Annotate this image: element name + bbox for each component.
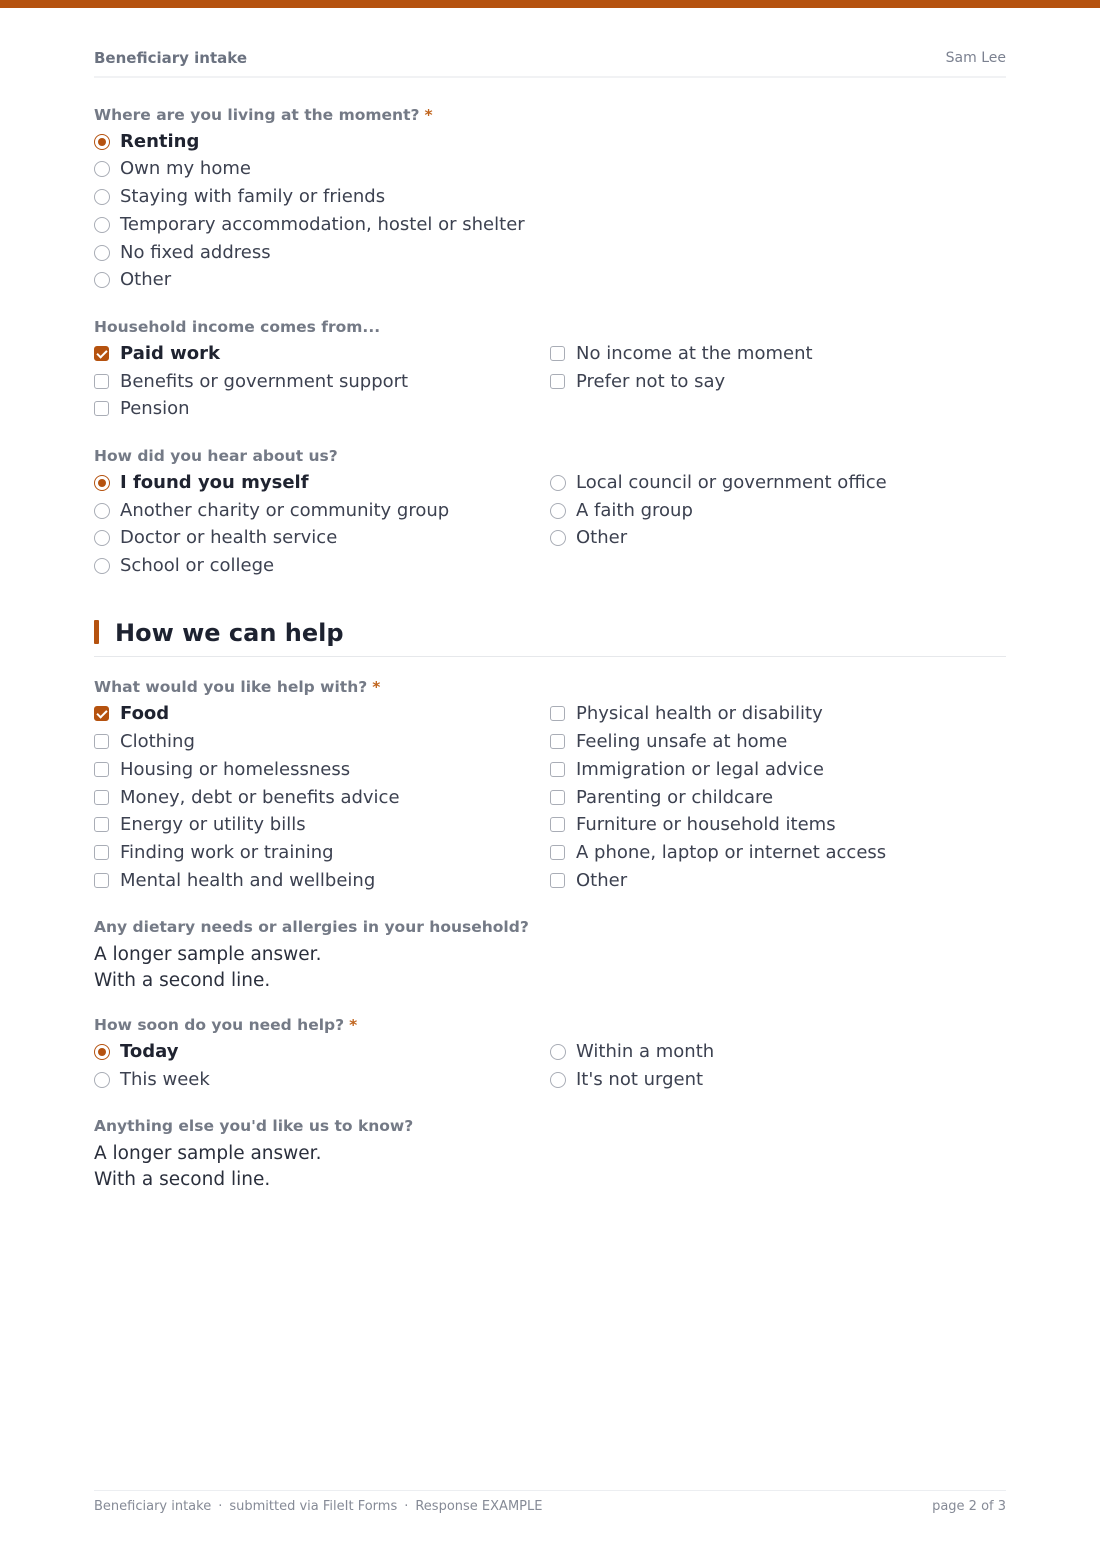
footer-response-id: Response EXAMPLE — [415, 1499, 543, 1514]
option-label: Parenting or childcare — [576, 787, 774, 808]
question-text: What would you like help with? — [94, 678, 368, 696]
checkbox-icon[interactable] — [550, 817, 565, 832]
option-label: Feeling unsafe at home — [576, 731, 788, 752]
option-label: Paid work — [120, 343, 221, 364]
checkbox-icon[interactable] — [94, 817, 109, 832]
radio-selected-icon[interactable] — [94, 475, 110, 491]
option-label: Housing or homelessness — [120, 759, 351, 780]
footer-submitted-via: submitted via FileIt Forms — [229, 1499, 398, 1514]
question-hear-label — [94, 446, 338, 466]
option-label: School or college — [120, 555, 275, 576]
page-number: page 2 of 3 — [932, 1499, 1006, 1514]
option-label: Staying with family or friends — [120, 186, 386, 207]
radio-icon[interactable] — [550, 1044, 566, 1060]
option-label: No income at the moment — [576, 343, 813, 364]
answer-line: With a second line. — [94, 970, 271, 991]
radio-selected-icon[interactable] — [94, 134, 110, 150]
radio-icon[interactable] — [550, 1072, 566, 1088]
question-dietary-label — [94, 917, 529, 937]
checkbox-checked-icon[interactable] — [94, 706, 109, 721]
radio-icon[interactable] — [550, 503, 566, 519]
option-label: Mental health and wellbeing — [120, 870, 376, 891]
form-title: Beneficiary intake — [94, 49, 247, 67]
radio-icon[interactable] — [94, 189, 110, 205]
option-label: This week — [120, 1069, 210, 1090]
question-text: How did you hear about us? — [94, 447, 338, 465]
section-divider — [94, 656, 1006, 657]
radio-icon[interactable] — [94, 217, 110, 233]
footer-form-name: Beneficiary intake — [94, 1499, 212, 1514]
section-title: How we can help — [115, 619, 344, 647]
checkbox-icon[interactable] — [550, 734, 565, 749]
option-label: Immigration or legal advice — [576, 759, 824, 780]
checkbox-checked-icon[interactable] — [94, 346, 109, 361]
radio-icon[interactable] — [94, 272, 110, 288]
option-label: Energy or utility bills — [120, 814, 306, 835]
option-label: Money, debt or benefits advice — [120, 787, 400, 808]
checkbox-icon[interactable] — [550, 706, 565, 721]
radio-icon[interactable] — [550, 530, 566, 546]
option-label: Doctor or health service — [120, 527, 338, 548]
radio-icon[interactable] — [94, 558, 110, 574]
option-label: Local council or government office — [576, 472, 887, 493]
option-label: Other — [576, 870, 628, 891]
option-label: Within a month — [576, 1041, 715, 1062]
option-label: Renting — [120, 131, 200, 152]
option-label: Finding work or training — [120, 842, 334, 863]
option-label: Benefits or government support — [120, 371, 409, 392]
answer-line: A longer sample answer. — [94, 944, 322, 965]
option-label: A faith group — [576, 500, 693, 521]
checkbox-icon[interactable] — [550, 762, 565, 777]
checkbox-icon[interactable] — [550, 374, 565, 389]
option-label: Food — [120, 703, 170, 724]
checkbox-icon[interactable] — [550, 873, 565, 888]
option-label: A phone, laptop or internet access — [576, 842, 887, 863]
checkbox-icon[interactable] — [94, 790, 109, 805]
footer-separator: · — [404, 1499, 409, 1514]
question-help-label — [94, 677, 380, 697]
required-marker: * — [349, 1016, 358, 1034]
anything-else-answer — [94, 1141, 321, 1193]
section-accent-bar — [94, 620, 99, 644]
option-label: Other — [120, 269, 172, 290]
question-income-label — [94, 317, 380, 337]
checkbox-icon[interactable] — [550, 790, 565, 805]
option-label: Another charity or community group — [120, 500, 450, 521]
required-marker: * — [372, 678, 381, 696]
option-label: Pension — [120, 398, 190, 419]
radio-icon[interactable] — [550, 475, 566, 491]
radio-selected-icon[interactable] — [94, 1044, 110, 1060]
option-label: Temporary accommodation, hostel or shelter — [120, 214, 525, 235]
page-header — [94, 48, 1006, 78]
question-text: Anything else you'd like us to know? — [94, 1117, 414, 1135]
radio-icon[interactable] — [94, 245, 110, 261]
option-label: Other — [576, 527, 628, 548]
footer-separator: · — [218, 1499, 223, 1514]
radio-icon[interactable] — [94, 503, 110, 519]
option-label: Clothing — [120, 731, 195, 752]
option-label: Furniture or household items — [576, 814, 836, 835]
accent-top-bar — [0, 0, 1100, 8]
option-label: It's not urgent — [576, 1069, 704, 1090]
question-urgency-label — [94, 1015, 357, 1035]
answer-line: A longer sample answer. — [94, 1143, 322, 1164]
question-text: Household income comes from... — [94, 318, 381, 336]
question-text: Where are you living at the moment? — [94, 106, 420, 124]
option-label: Physical health or disability — [576, 703, 823, 724]
radio-icon[interactable] — [94, 1072, 110, 1088]
dietary-answer — [94, 942, 321, 994]
option-label: Today — [120, 1041, 179, 1062]
question-text: Any dietary needs or allergies in your household? — [94, 918, 529, 936]
checkbox-icon[interactable] — [550, 845, 565, 860]
footer-divider — [94, 1490, 1006, 1491]
required-marker: * — [424, 106, 433, 124]
radio-icon[interactable] — [94, 161, 110, 177]
respondent-name: Sam Lee — [945, 50, 1006, 66]
option-label: Prefer not to say — [576, 371, 726, 392]
option-label: Own my home — [120, 158, 251, 179]
checkbox-icon[interactable] — [94, 734, 109, 749]
footer-info — [94, 1498, 542, 1516]
option-label: I found you myself — [120, 472, 309, 493]
option-label: No fixed address — [120, 242, 271, 263]
checkbox-icon[interactable] — [94, 374, 109, 389]
checkbox-icon[interactable] — [94, 845, 109, 860]
radio-icon[interactable] — [94, 530, 110, 546]
answer-line: With a second line. — [94, 1169, 271, 1190]
question-text: How soon do you need help? — [94, 1016, 345, 1034]
checkbox-icon[interactable] — [94, 873, 109, 888]
question-living-label — [94, 105, 433, 125]
question-anything-else-label — [94, 1116, 413, 1136]
checkbox-icon[interactable] — [94, 762, 109, 777]
checkbox-icon[interactable] — [550, 346, 565, 361]
checkbox-icon[interactable] — [94, 401, 109, 416]
